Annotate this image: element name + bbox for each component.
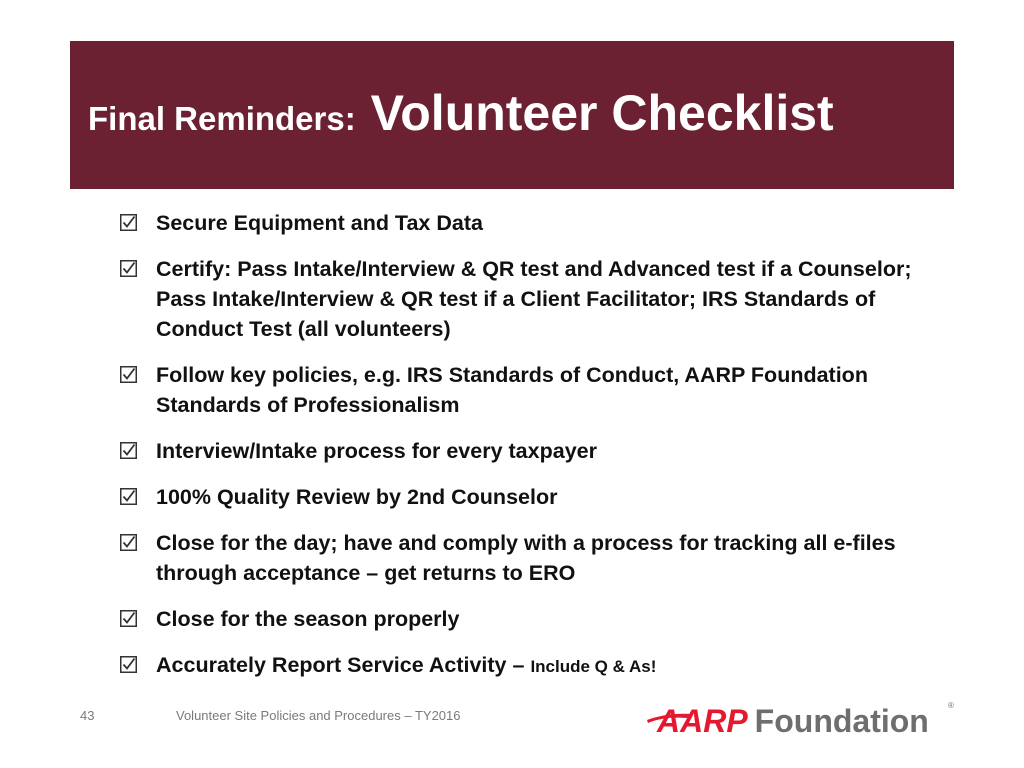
checkbox-checked-icon xyxy=(120,656,137,673)
checklist-item xyxy=(120,650,940,682)
checkbox-checked-icon xyxy=(120,488,137,505)
checklist-item-text: Follow key policies, e.g. IRS Standards of Conduct, AARP Foundation Standards of Professionalism xyxy=(156,363,868,417)
checklist xyxy=(120,208,940,698)
checklist-item-text: Close for the day; have and comply with a process for tracking all e-files through acceptance – get returns to ERO xyxy=(156,531,896,585)
checklist-item xyxy=(120,482,940,512)
checklist-item-text: Secure Equipment and Tax Data xyxy=(156,211,483,235)
checklist-item xyxy=(120,436,940,466)
aarp-foundation-logo xyxy=(645,696,957,740)
checklist-item-text: Interview/Intake process for every taxpayer xyxy=(156,439,597,463)
checklist-item-text: Certify: Pass Intake/Interview & QR test and Advanced test if a Counselor; Pass Intake/Interview & QR test if a Client Facilitator; IRS Standards of Conduct Test (all volunteers) xyxy=(156,257,912,341)
page-number: 43 xyxy=(80,708,95,723)
logo-foundation: Foundation xyxy=(754,703,929,739)
checkbox-checked-icon xyxy=(120,534,137,551)
checklist-item xyxy=(120,360,940,420)
checkbox-checked-icon xyxy=(120,366,137,383)
slide-title xyxy=(88,84,834,142)
checkbox-checked-icon xyxy=(120,442,137,459)
checklist-item-suffix: Include Q & As! xyxy=(530,657,657,676)
registered-mark: ® xyxy=(948,701,954,710)
checklist-item-text: Close for the season properly xyxy=(156,607,460,631)
footer-text: Volunteer Site Policies and Procedures – TY2016 xyxy=(176,708,461,723)
logo-aarp: AARP xyxy=(657,703,748,739)
checkbox-checked-icon xyxy=(120,214,137,231)
checkbox-checked-icon xyxy=(120,610,137,627)
checkbox-checked-icon xyxy=(120,260,137,277)
title-prefix: Final Reminders: xyxy=(88,100,356,137)
checklist-item xyxy=(120,604,940,634)
checklist-item-text: 100% Quality Review by 2nd Counselor xyxy=(156,485,558,509)
checklist-item-text: Accurately Report Service Activity – xyxy=(156,653,525,677)
checklist-item xyxy=(120,254,940,344)
logo-text xyxy=(656,703,929,739)
checklist-item xyxy=(120,528,940,588)
checklist-item xyxy=(120,208,940,238)
title-main: Volunteer Checklist xyxy=(370,85,834,141)
